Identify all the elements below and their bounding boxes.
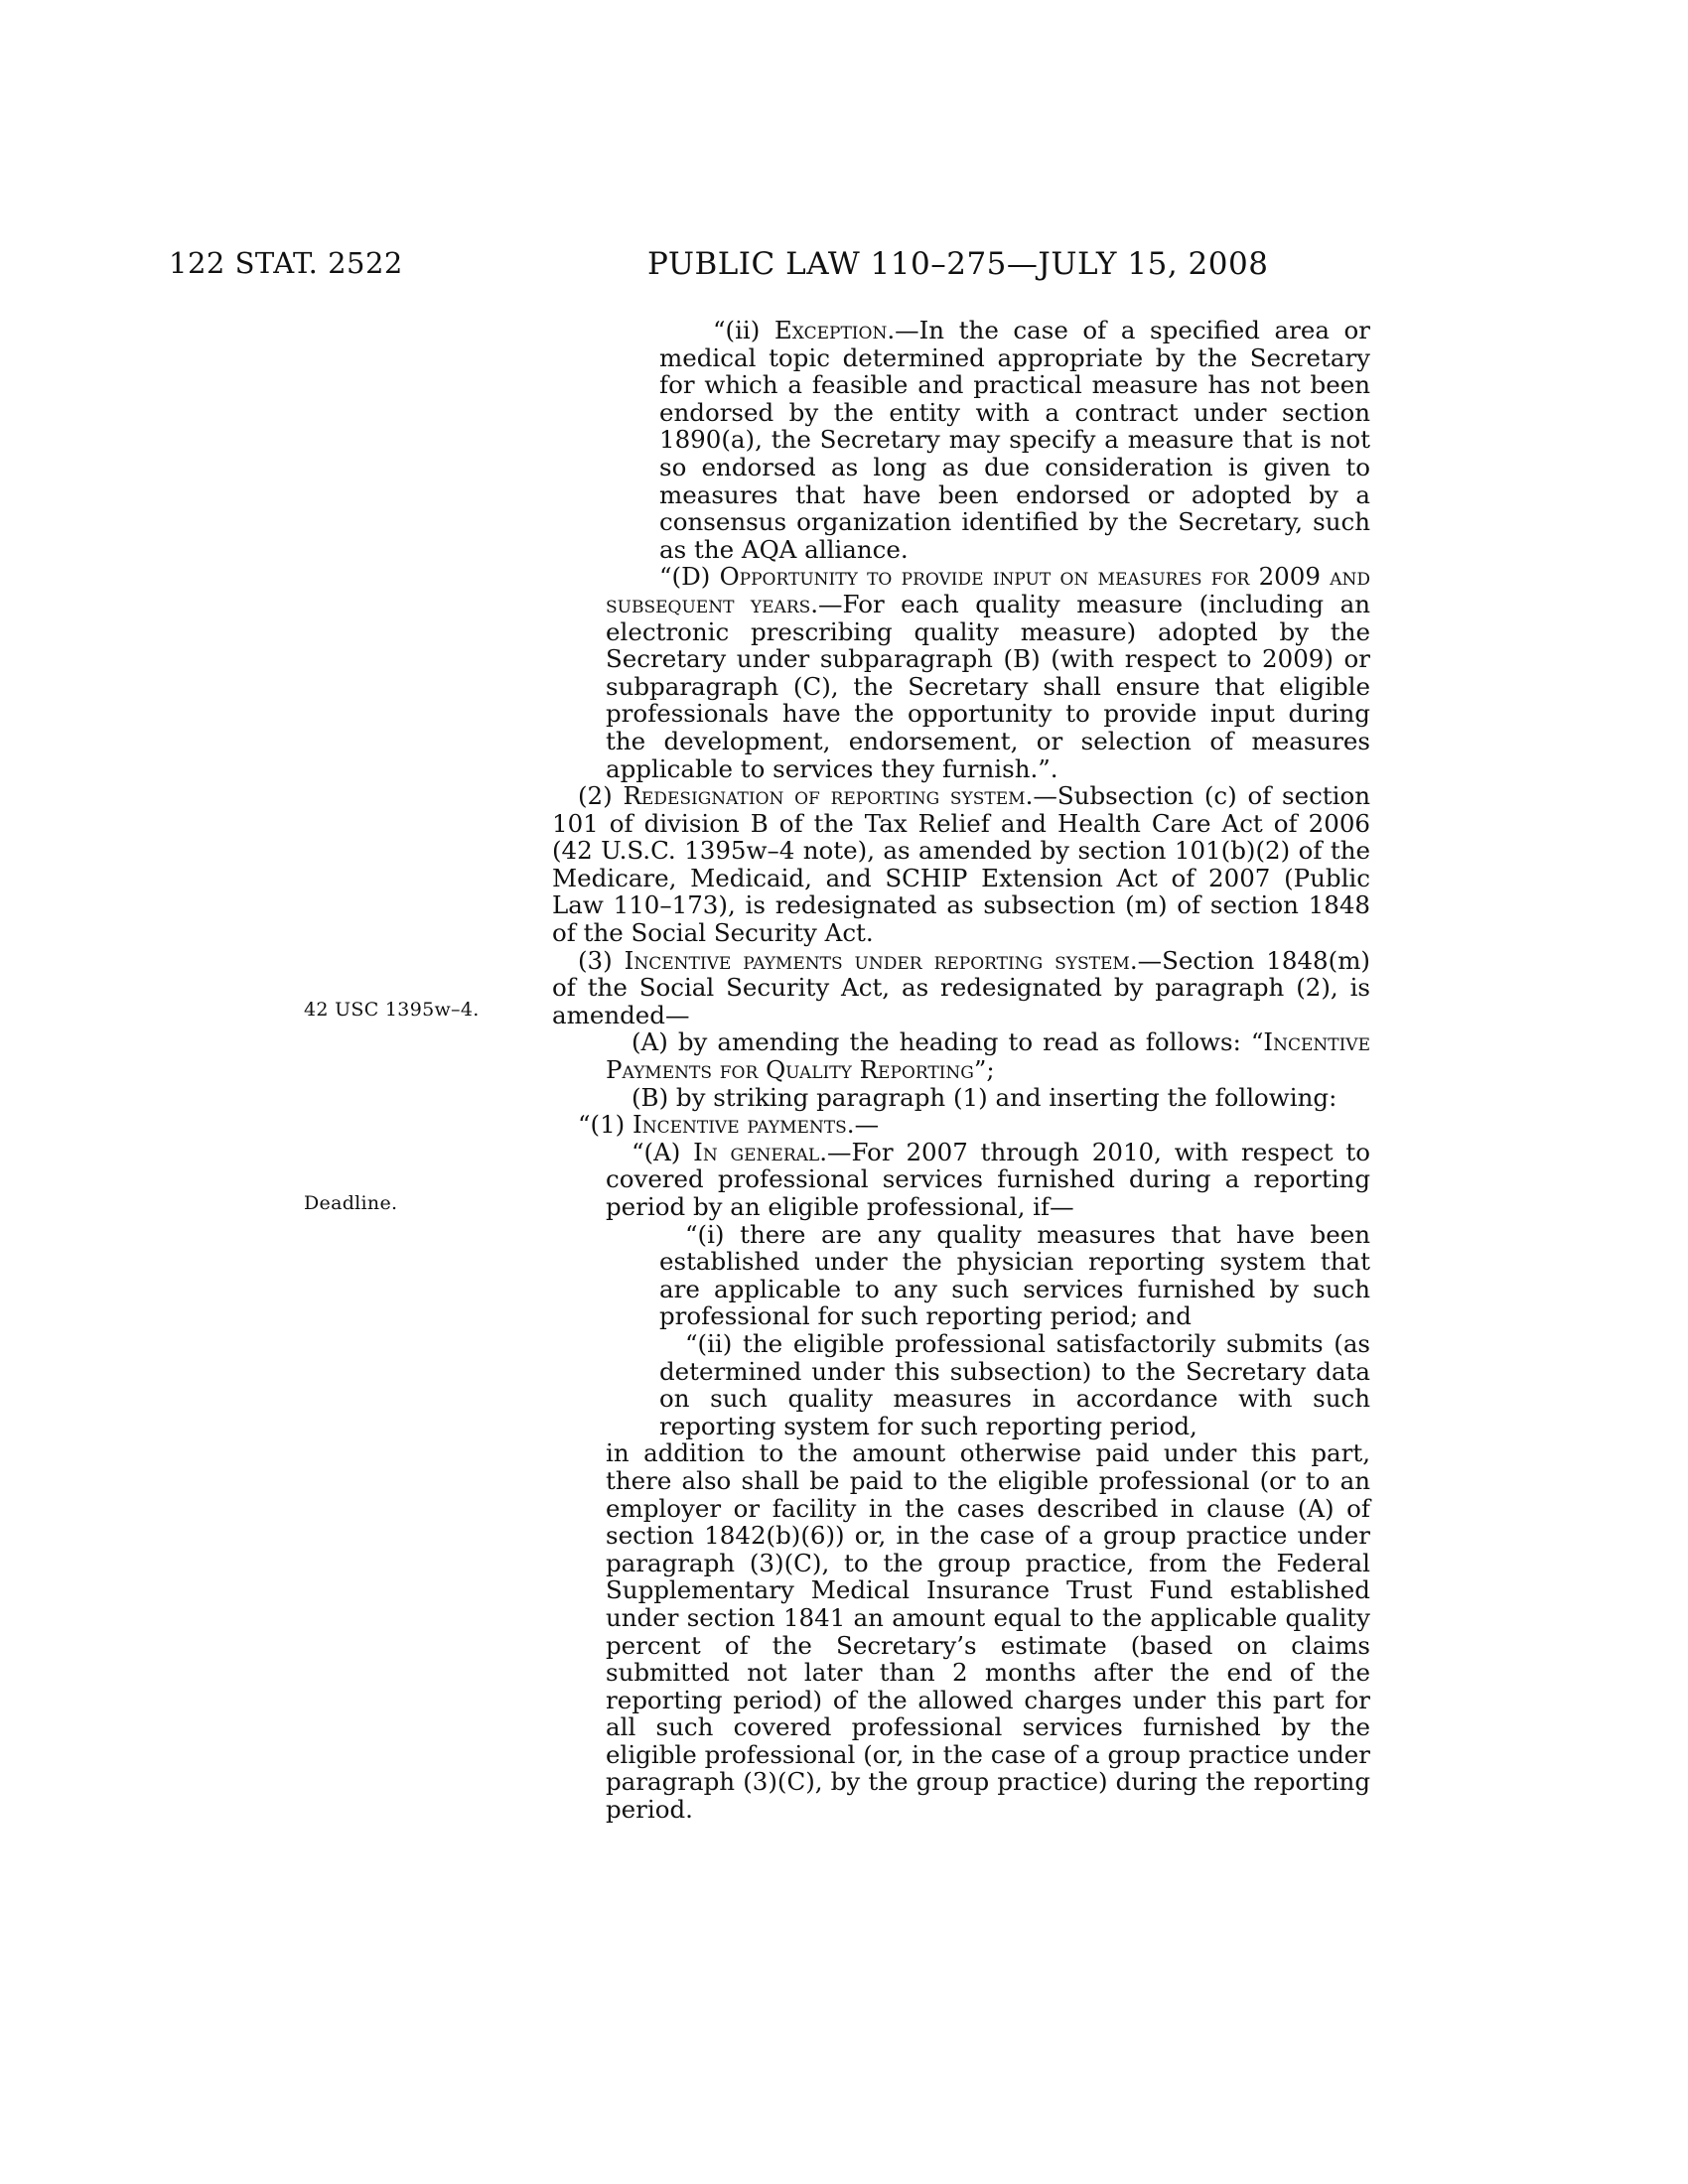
paragraph-2-redesignation: (2) Redesignation of reporting system.—Subsection (c) of section 101 of division B of the Tax Relief and Health Care Act of 2006 (42 U.S.C. 1395w–4 note), as amended by section 101(b)(2) of the Medicare, Medicaid, and SCHIP Extension Act of 2007 (Public Law 110–173), is redesignated as subsection (m) of section 1848 of the Social Security Act. <box>552 781 1371 948</box>
subparagraph-d-opportunity: “(D) Opportunity to provide input on measures for 2009 and subsequent years.—For each quality measure (including an electronic prescribing quality measure) adopted by the Secretary under subparagraph (B) (with respect to 2009) or subparagraph (C), the Secretary shall ensure that eligible professionals have the opportunity to provide input during the development, endorsement, or selection of measures applicable to services they furnish.”. <box>606 562 1371 783</box>
statute-body <box>552 317 1370 1824</box>
clause-i-quality-measures: “(i) there are any quality measures that have been established under the physician reporting system that are applicable to any such services furnished by such professional for such reporting period; and <box>659 1219 1370 1331</box>
paragraph-3-incentive-payments: (3) Incentive payments under reporting system.—Section 1848(m) of the Social Security Act, as redesignated by paragraph (2), is amended— <box>552 945 1370 1029</box>
margin-note-deadline: Deadline. <box>304 1192 398 1214</box>
paragraph-1-incentive-payments: “(1) Incentive payments.— <box>578 1110 880 1140</box>
clause-ii-satisfactory-submission: “(ii) the eligible professional satisfactorily submits (as determined under this subsection) to the Secretary data on such quality measures in accordance with such reporting system for such reporting period, <box>659 1328 1370 1440</box>
law-title-header: PUBLIC LAW 110–275—JULY 15, 2008 <box>647 246 1269 282</box>
subparagraph-a-amend-heading: (A) by amending the heading to read as follows: “Incentive Payments for Quality Reporting”; <box>606 1027 1370 1085</box>
margin-note-usc: 42 USC 1395w–4. <box>304 999 480 1021</box>
paragraph-heading: Incentive payments under reporting system <box>624 945 1130 975</box>
subparagraph-b-strike: (B) by striking paragraph (1) and inserting the following: <box>632 1082 1337 1112</box>
paragraph-heading: Redesignation of reporting system <box>623 781 1026 811</box>
stat-page-number: 122 STAT. 2522 <box>169 246 403 280</box>
subparagraph-heading: In general <box>693 1137 820 1166</box>
clause-ii-exception: “(ii) Exception.—In the case of a specified area or medical topic determined appropriate by the Secretary for which a feasible and practical measure has not been endorsed by the entity with a contract under section 1890(a), the Secretary may specify a measure that is not so endorsed as long as due consideration is given to measures that have been endorsed or adopted by a consensus organization identified by the Secretary, such as the AQA alliance. <box>659 316 1370 564</box>
subparagraph-a-in-general: “(A) In general.—For 2007 through 2010, with respect to covered professional services furnished during a reporting period by an eligible professional, if— <box>606 1137 1370 1221</box>
paragraph-heading: Incentive payments <box>633 1110 847 1140</box>
new-heading-quote: “Incentive Payments for Quality Reporting”; <box>606 1027 1370 1085</box>
subparagraph-heading: Opportunity to provide input on measures for 2009 and subsequent years <box>606 562 1371 618</box>
payment-flush-text: in addition to the amount otherwise paid under this part, there also shall be paid to the eligible professional (or to an employer or facility in the cases described in clause (A) of section 1842(b)(6)) or, in the case of a group practice under paragraph (3)(C), to the group practice, from the Federal Supplementary Medical Insurance Trust Fund established under section 1841 an amount equal to the applicable quality percent of the Secretary’s estimate (based on claims submitted not later than 2 months after the end of the reporting period) of the allowed charges under this part for all such covered professional services furnished by the eligible professional (or, in the case of a group practice under paragraph (3)(C), by the group practice) during the reporting period. <box>606 1438 1370 1825</box>
clause-heading: Exception <box>774 316 888 344</box>
